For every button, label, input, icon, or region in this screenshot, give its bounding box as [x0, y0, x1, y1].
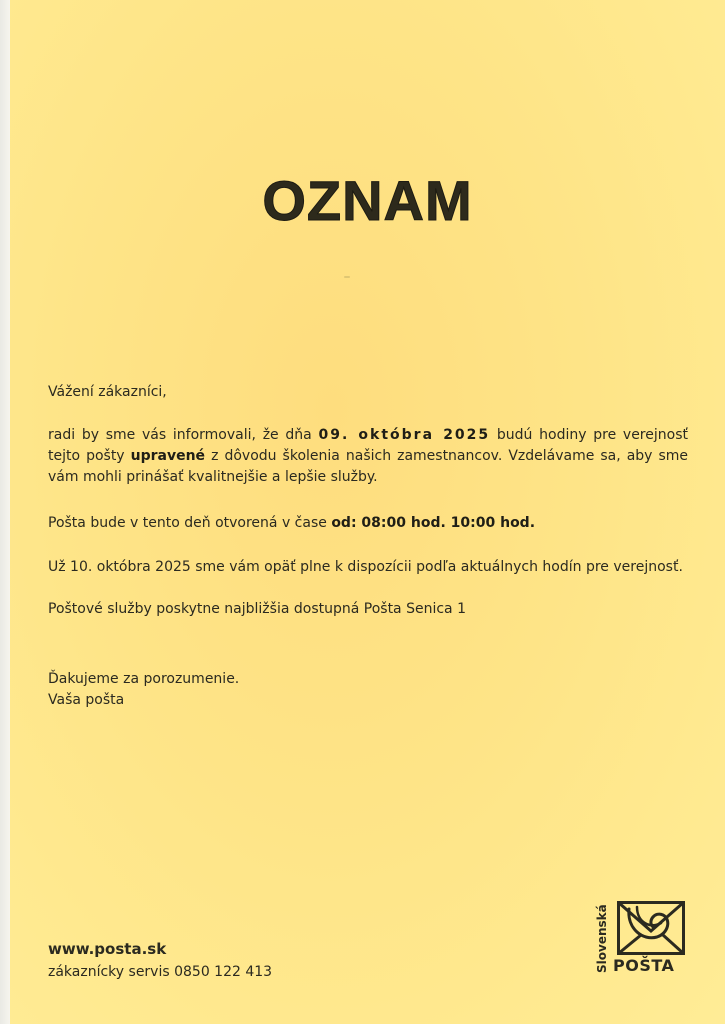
logo-vertical-text: Slovenská [595, 904, 609, 973]
opening-hours: od: 08:00 hod. 10:00 hod. [331, 515, 536, 531]
signature-line: Vaša pošta [48, 692, 125, 708]
customer-service-line: zákaznícky servis 0850 122 413 [48, 964, 273, 980]
resume-paragraph: Už 10. októbra 2025 sme vám opäť plne k dispozícii podľa aktuálnych hodín pre verejnosť. [48, 559, 683, 575]
greeting: Vážení zákazníci, [48, 384, 167, 400]
website-link[interactable]: www.posta.sk [48, 940, 167, 958]
alternative-branch-text: Poštové služby poskytne najbližšia dostupná Pošta Senica 1 [48, 601, 466, 617]
post-horn-envelope-icon [617, 901, 685, 955]
hours-text: Pošta bude v tento deň otvorená v čase [48, 515, 332, 531]
logo-wordmark: POŠTA [613, 956, 675, 975]
notice-title: OZNAM [262, 169, 473, 232]
notice-sheet [10, 0, 725, 1024]
hours-paragraph [48, 513, 688, 534]
closure-date: 09. októbra 2025 [318, 427, 491, 443]
adjusted-emphasis: upravené [130, 448, 206, 464]
intro-text-1: radi by sme vás informovali, že dňa [48, 427, 319, 443]
thanks-line: Ďakujeme za porozumenie. [48, 671, 240, 687]
intro-text-3: z dôvodu školenia našich zamestnancov. Vzdelávame sa, aby sme vám mohli prinášať kvalitnejšie a lepšie služby. [48, 448, 689, 485]
intro-text-2: budú hodiny pre verejnosť tejto pošty [48, 427, 688, 464]
slovenska-posta-logo [593, 893, 693, 983]
paper-speck [344, 276, 350, 278]
intro-paragraph [48, 425, 688, 488]
scan-edge [0, 0, 10, 1024]
